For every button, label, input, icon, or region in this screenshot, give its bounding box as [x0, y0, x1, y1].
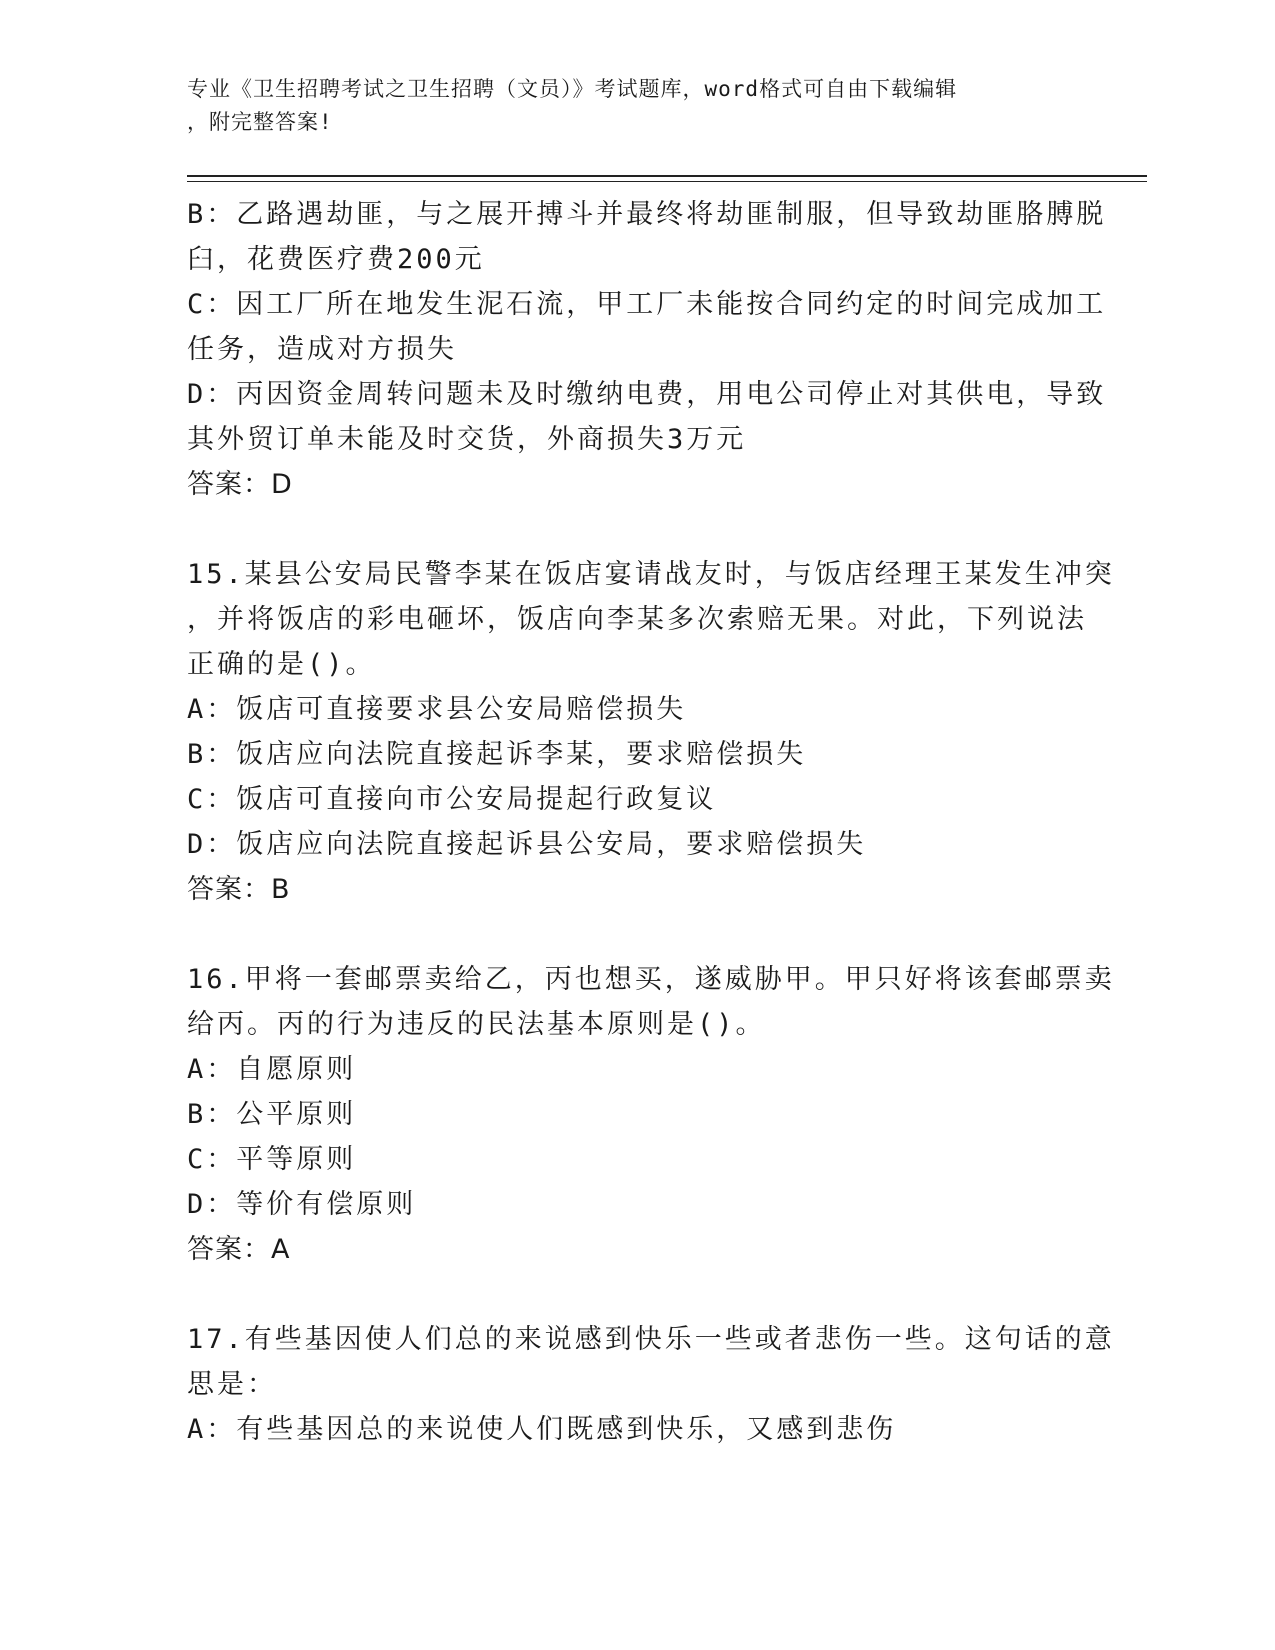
prev-question-options [187, 192, 1107, 507]
answer-label: 答案：B [187, 874, 291, 905]
option-a: A：自愿原则 [187, 1054, 357, 1085]
page-header [187, 73, 1067, 139]
answer-label: 答案：D [187, 469, 293, 500]
option-c-line-1: C：因工厂所在地发生泥石流，甲工厂未能按合同约定的时间完成加工 [187, 289, 1107, 320]
question-stem-line-1: 17.有些基因使人们总的来说感到快乐一些或者悲伤一些。这句话的意 [187, 1324, 1115, 1355]
option-b: B：公平原则 [187, 1099, 357, 1130]
answer-label: 答案：A [187, 1234, 291, 1265]
option-b-line-2: 臼，花费医疗费200元 [187, 244, 485, 275]
option-c: C：饭店可直接向市公安局提起行政复议 [187, 784, 717, 815]
option-b-line-1: B：乙路遇劫匪，与之展开搏斗并最终将劫匪制服，但导致劫匪胳膊脱 [187, 199, 1107, 230]
question-stem-line-1: 15.某县公安局民警李某在饭店宴请战友时，与饭店经理王某发生冲突 [187, 559, 1115, 590]
option-d-line-2: 其外贸订单未能及时交货，外商损失3万元 [187, 424, 747, 455]
option-c-line-2: 任务，造成对方损失 [187, 334, 457, 365]
option-d-line-1: D：丙因资金周转问题未及时缴纳电费，用电公司停止对其供电，导致 [187, 379, 1107, 410]
option-d: D：饭店应向法院直接起诉县公安局，要求赔偿损失 [187, 829, 867, 860]
header-divider-thin [187, 181, 1147, 182]
question-stem-line-3: 正确的是()。 [187, 649, 376, 680]
question-stem-line-2: ，并将饭店的彩电砸坏，饭店向李某多次索赔无果。对此，下列说法 [187, 604, 1087, 635]
question-stem-line-1: 16.甲将一套邮票卖给乙，丙也想买，遂威胁甲。甲只好将该套邮票卖 [187, 964, 1115, 995]
option-b: B：饭店应向法院直接起诉李某，要求赔偿损失 [187, 739, 807, 770]
option-c: C：平等原则 [187, 1144, 357, 1175]
option-a: A：有些基因总的来说使人们既感到快乐，又感到悲伤 [187, 1414, 897, 1445]
header-line-2: ，附完整答案! [187, 110, 333, 134]
header-line-1: 专业《卫生招聘考试之卫生招聘（文员）》考试题库，word格式可自由下载编辑 [187, 77, 958, 101]
question-stem-line-2: 思是： [187, 1369, 277, 1400]
document-body [187, 192, 1115, 1452]
option-d: D：等价有偿原则 [187, 1189, 417, 1220]
header-divider-thick [187, 175, 1147, 177]
question-17 [187, 1317, 1115, 1452]
question-stem-line-2: 给丙。丙的行为违反的民法基本原则是()。 [187, 1009, 766, 1040]
option-a: A：饭店可直接要求县公安局赔偿损失 [187, 694, 687, 725]
question-15 [187, 552, 1115, 912]
question-16 [187, 957, 1115, 1272]
